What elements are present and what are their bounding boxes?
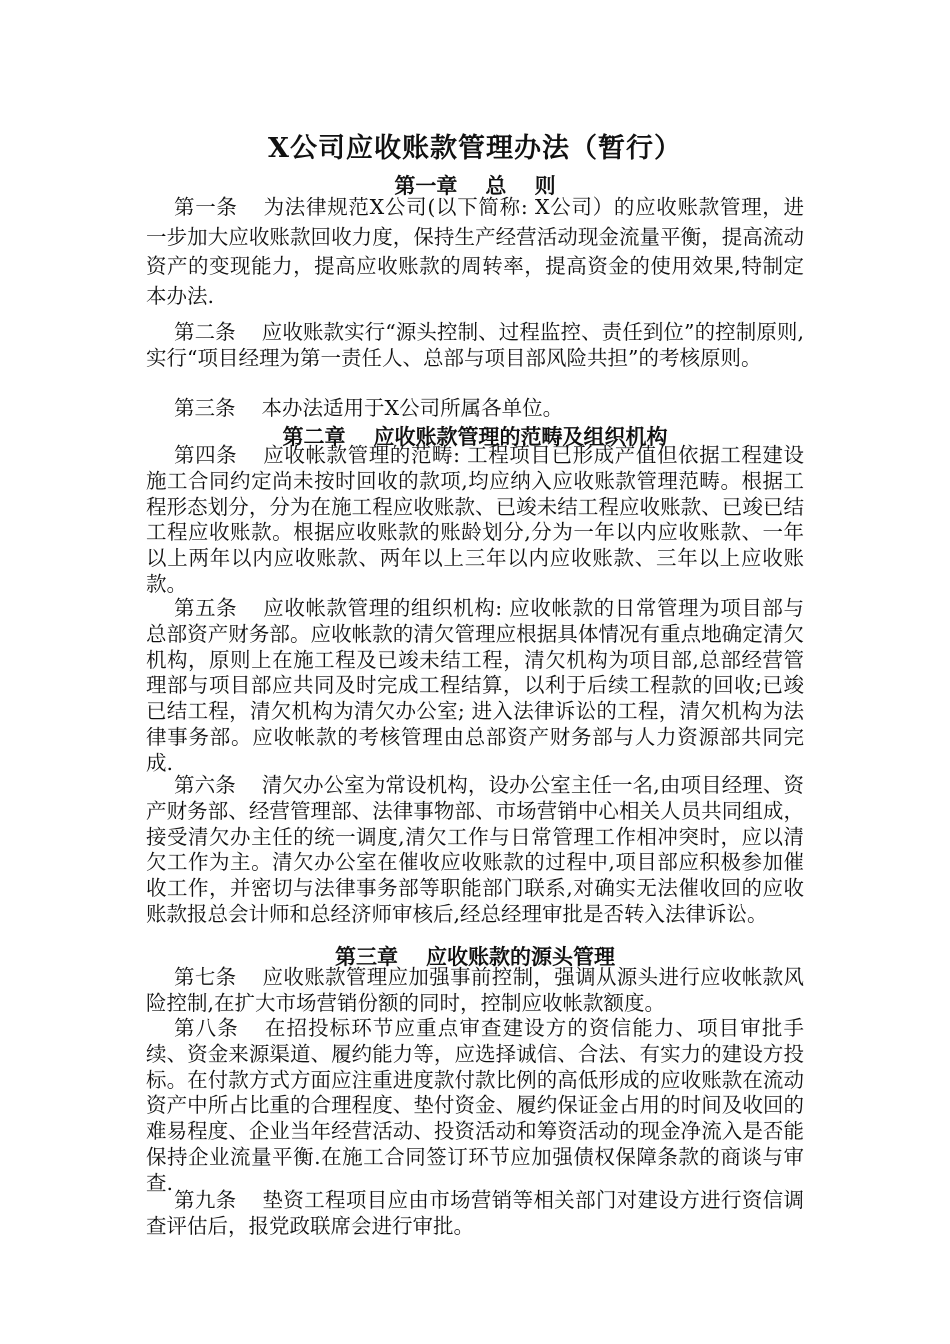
article-3: [146, 396, 804, 422]
article-text: 为法律规范X公司(以下简称: X公司）的应收账款管理，进一步加大应收账款回收力度，保持生产经营活动现金流量平衡，提高流动资产的变现能力，提高应收账款的周转率，提高资金的使用效果,特制定本办法.: [146, 195, 804, 308]
article-1: [146, 193, 804, 311]
article-label: 第六条: [174, 773, 236, 797]
chapter-number: 第二章: [282, 424, 346, 449]
article-text: 垫资工程项目应由市场营销等相关部门对建设方进行资信调查评估后，报党政联席会进行审批。: [146, 1188, 805, 1238]
article-8: [146, 1016, 804, 1197]
article-text: 本办法适用于X公司所属各单位。: [261, 396, 564, 420]
article-text: 应收帐款管理的组织机构: 应收帐款的日常管理为项目部与总部资产财务部。应收帐款的清欠管理应根据具体情况有重点地确定清欠机构，原则上在施工程及已竣未结工程，清欠机构为项目部,总部经营管理部与项目部应共同及时完成工程结算，以利于后续工程款的回收;已竣已结工程，清欠机构为清欠办公室; 进入法律诉讼的工程，清欠机构为法律事务部。应收帐款的考核管理由总部资产财务部与人力资源部共同完成.: [146, 596, 805, 775]
document-title: X公司应收账款管理办法（暂行）: [268, 133, 682, 164]
article-label: 第四条: [174, 443, 238, 467]
article-label: 第三条: [174, 396, 236, 420]
article-label: 第一条: [174, 195, 238, 219]
article-label: 第五条: [174, 596, 238, 620]
article-5: [146, 596, 804, 777]
article-text: 应收帐款管理的范畴: 工程项目已形成产值但依据工程建设施工合同约定尚未按时回收的款项,均应纳入应收账款管理范畴。根据工程形态划分，分为在施工程应收账款、已竣未结工程应收账款、已竣已结工程应收账款。根据应收账款的账龄划分,分为一年以内应收账款、一年以上两年以内应收账款、两年以上三年以内应收账款、三年以上应收账款。: [146, 443, 805, 596]
chapter-number: 第三章: [335, 944, 398, 969]
article-6: [146, 773, 804, 928]
chapter-name: 总 则: [485, 173, 556, 198]
article-7: [146, 965, 804, 1017]
article-9: [146, 1188, 804, 1240]
article-label: 第八条: [174, 1016, 239, 1040]
chapter-number: 第一章: [394, 173, 458, 198]
article-text: 应收账款管理应加强事前控制，强调从源头进行应收帐款风险控制,在扩大市场营销份额的同时，控制应收帐款额度。: [146, 965, 805, 1015]
article-2: [146, 320, 804, 372]
chapter-name: 应收账款管理的范畴及组织机构: [373, 424, 668, 449]
article-text: 应收账款实行“源头控制、过程监控、责任到位”的控制原则,实行“项目经理为第一责任人、总部与项目部风险共担”的考核原则。: [146, 320, 805, 370]
article-label: 第二条: [174, 320, 236, 344]
article-text: 清欠办公室为常设机构，设办公室主任一名,由项目经理、资产财务部、经营管理部、法律事物部、市场营销中心相关人员共同组成，接受清欠办主任的统一调度,清欠工作与日常管理工作相冲突时，应以清欠工作为主。清欠办公室在催收应收账款的过程中,项目部应积极参加催收工作，并密切与法律事务部等职能部门联系,对确实无法催收回的应收账款报总会计师和总经济师审核后,经总经理审批是否转入法律诉讼。: [146, 773, 805, 926]
chapter-name: 应收账款的源头管理: [426, 944, 615, 969]
article-label: 第七条: [174, 965, 237, 989]
article-text: 在招投标环节应重点审查建设方的资信能力、项目审批手续、资金来源渠道、履约能力等，应选择诚信、合法、有实力的建设方投标。在付款方式方面应注重进度款付款比例的高低形成的应收账款在流动资产中所占比重的合理程度、垫付资金、履约保证金占用的时间及收回的难易程度、企业当年经营活动、投资活动和筹资活动的现金净流入是否能保持企业流量平衡.在施工合同签订环节应加强债权保障条款的商谈与审查.: [146, 1016, 805, 1195]
article-4: [146, 443, 804, 598]
article-label: 第九条: [174, 1188, 237, 1212]
